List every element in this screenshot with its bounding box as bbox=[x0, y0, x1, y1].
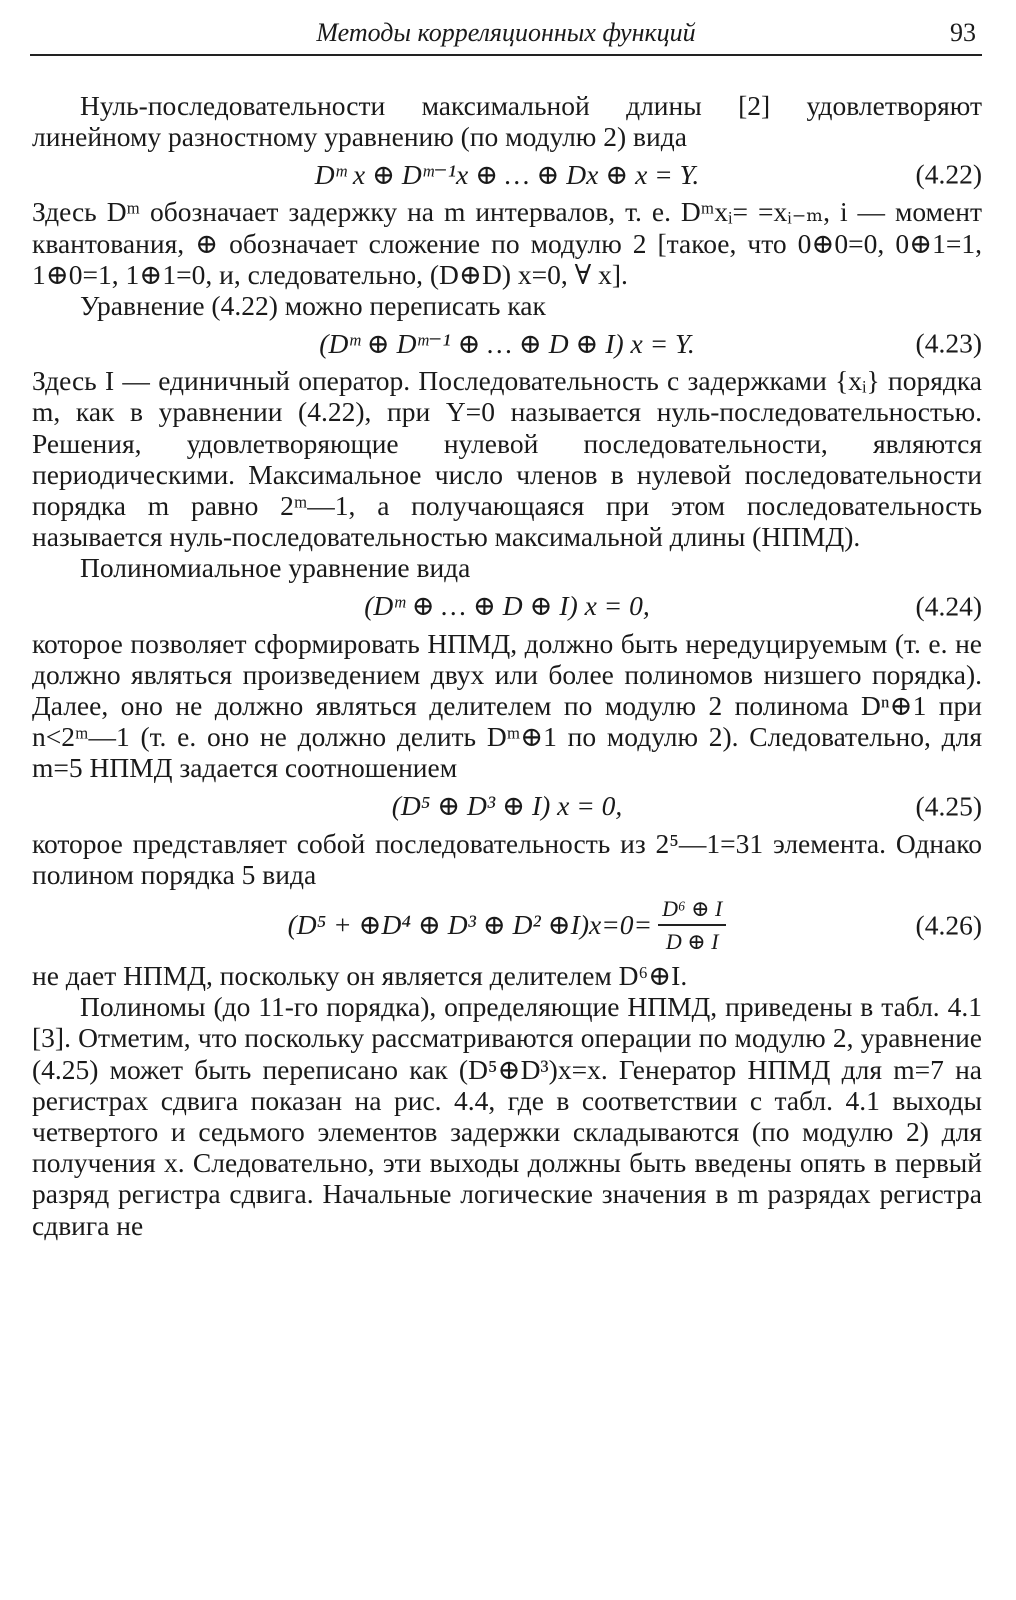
equation-4-23 bbox=[32, 321, 982, 365]
paragraph-5: Полиномиальное уравнение вида bbox=[80, 552, 471, 584]
equation-4-24 bbox=[32, 584, 982, 628]
paragraph-7: которое представляет собой последовательность из 2⁵—1=31 элемента. Однако полином порядка 5 вида bbox=[32, 827, 982, 890]
paragraph-2: Здесь Dᵐ обозначает задержку на m интервалов, т. е. Dᵐxᵢ= =xᵢ₋ₘ, i — момент квантования, ⊕ обозначает сложение по модулю 2 [такое, что 0⊕0=0, 0⊕1=1, 1⊕0=1, 1⊕1=0, и, следовательно, (D⊕D) x=0, ∀ x]. bbox=[32, 196, 982, 290]
equation-number: (4.26) bbox=[915, 909, 982, 941]
equation-4-26 bbox=[32, 890, 982, 960]
paragraph-4: Здесь I — единичный оператор. Последовательность с задержками {xᵢ} порядка m, как в уравнении (4.22), при Y=0 называется нуль-последовательностью. Решения, удовлетворяющие нулевой последовательности, являются периодическими. Максимальное число членов в нулевой последовательности порядка m равно 2ᵐ—1, а получающаяся при этом последовательность называется нуль-последовательностью максимальной длины (НПМД). bbox=[32, 365, 982, 553]
equation-number: (4.24) bbox=[915, 590, 982, 622]
page-number: 93 bbox=[950, 18, 976, 47]
equation-number: (4.22) bbox=[915, 158, 982, 190]
equation-number: (4.23) bbox=[915, 327, 982, 359]
equation-fraction bbox=[658, 893, 726, 957]
equation-expression: (D⁵ + ⊕D⁴ ⊕ D³ ⊕ D² ⊕I)x=0= bbox=[287, 909, 653, 941]
fraction-numerator: D⁶ ⊕ I bbox=[658, 893, 726, 926]
equation-4-22 bbox=[32, 152, 982, 196]
equation-expression: (D⁵ ⊕ D³ ⊕ I) x = 0, bbox=[391, 790, 623, 822]
body-text bbox=[32, 90, 982, 1241]
paragraph-6: которое позволяет сформировать НПМД, должно быть нередуцируемым (т. е. не должно являться произведением двух или более полиномов низшего порядка). Далее, оно не должно являться делителем по модулю 2 полинома Dⁿ⊕1 при n<2ᵐ—1 (т. е. оно не должно делить Dᵐ⊕1 по модулю 2). Следовательно, для m=5 НПМД задается соотношением bbox=[32, 627, 982, 784]
fraction-denominator: D ⊕ I bbox=[665, 929, 719, 955]
equation-expression: (Dᵐ ⊕ Dᵐ⁻¹ ⊕ … ⊕ D ⊕ I) x = Y. bbox=[319, 327, 695, 359]
paragraph-3: Уравнение (4.22) можно переписать как bbox=[80, 290, 546, 322]
equation-expression: (Dᵐ ⊕ … ⊕ D ⊕ I) x = 0, bbox=[364, 590, 650, 622]
equation-number: (4.25) bbox=[915, 790, 982, 822]
paragraph-8: не дает НПМД, поскольку он является делителем D⁶⊕I. bbox=[32, 960, 688, 992]
paragraph-1: Нуль-последовательности максимальной длины [2] удовлетворяют линейному разностному уравнению (по модулю 2) вида bbox=[32, 90, 982, 153]
equation-4-25 bbox=[32, 784, 982, 828]
equation-expression: Dᵐ x ⊕ Dᵐ⁻¹x ⊕ … ⊕ Dx ⊕ x = Y. bbox=[314, 158, 700, 190]
page-header bbox=[30, 16, 982, 56]
paragraph-9: Полиномы (до 11-го порядка), определяющие НПМД, приведены в табл. 4.1 [3]. Отметим, что поскольку рассматриваются операции по модулю 2, уравнение (4.25) может быть переписано как (D⁵⊕D³)x=x. Генератор НПМД для m=7 на регистрах сдвига показан на рис. 4.4, где в соответствии с табл. 4.1 выходы четвертого и седьмого элементов задержки складываются (по модулю 2) для получения x. Следовательно, эти выходы должны быть введены опять в первый разряд регистра сдвига. Начальные логические значения в m разрядах регистра сдвига не bbox=[32, 991, 982, 1241]
running-title: Методы корреляционных функций bbox=[316, 18, 696, 47]
